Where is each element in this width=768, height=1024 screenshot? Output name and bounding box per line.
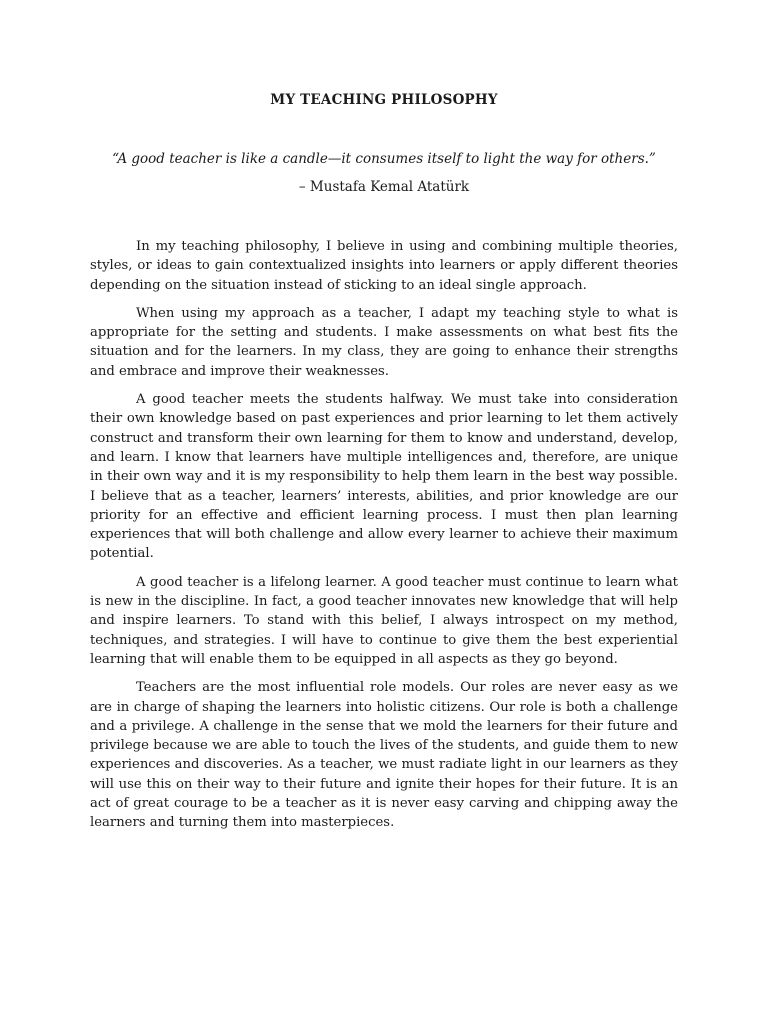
document-page [90, 0, 678, 1024]
paragraph-4: A good teacher is a lifelong learner. A good teacher must continue to learn what is new in the discipline. In fact, a good teacher innovates new knowledge that will help and inspire learners. To stand with this belief, I always introspect on my method, techniques, and strategies. I will have to continue to give them the best experiential learning that will enable them to be equipped in all aspects as they go beyond. [90, 574, 678, 667]
epigraph-quote: “A good teacher is like a candle—it consumes itself to light the way for others.” [112, 151, 656, 167]
document-body [90, 237, 678, 842]
document-title: MY TEACHING PHILOSOPHY [270, 92, 498, 108]
paragraph-1: In my teaching philosophy, I believe in using and combining multiple theories, styles, or ideas to gain contextualized insights into learners or apply different theories depending on the situation instead of sticking to an ideal single approach. [90, 239, 678, 293]
paragraph-2: When using my approach as a teacher, I adapt my teaching style to what is appropriate for the setting and students. I make assessments on what best fits the situation and for the learners. In my class, they are going to enhance their strengths and embrace and improve their weaknesses. [90, 305, 678, 379]
epigraph-attribution: – Mustafa Kemal Atatürk [298, 179, 470, 195]
paragraph-3: A good teacher meets the students halfway. We must take into consideration their own knowledge based on past experiences and prior learning to let them actively construct and transform their own learning for them to know and understand, develop, and learn. I know that learners have multiple intelligences and, therefore, are unique in their own way and it is my responsibility to help them learn in the best way possible. I believe that as a teacher, learners’ interests, abilities, and prior knowledge are our priority for an effective and efficient learning process. I must then plan learning experiences that will both challenge and allow every learner to achieve their maximum potential. [90, 392, 678, 562]
paragraph-5: Teachers are the most influential role models. Our roles are never easy as we are in charge of shaping the learners into holistic citizens. Our role is both a challenge and a privilege. A challenge in the sense that we mold the learners for their future and privilege because we are able to touch the lives of the students, and guide them to new experiences and discoveries. As a teacher, we must radiate light in our learners as they will use this on their way to their future and ignite their hopes for their future. It is an act of great courage to be a teacher as it is never easy carving and chipping away the learners and turning them into masterpieces. [90, 680, 678, 831]
